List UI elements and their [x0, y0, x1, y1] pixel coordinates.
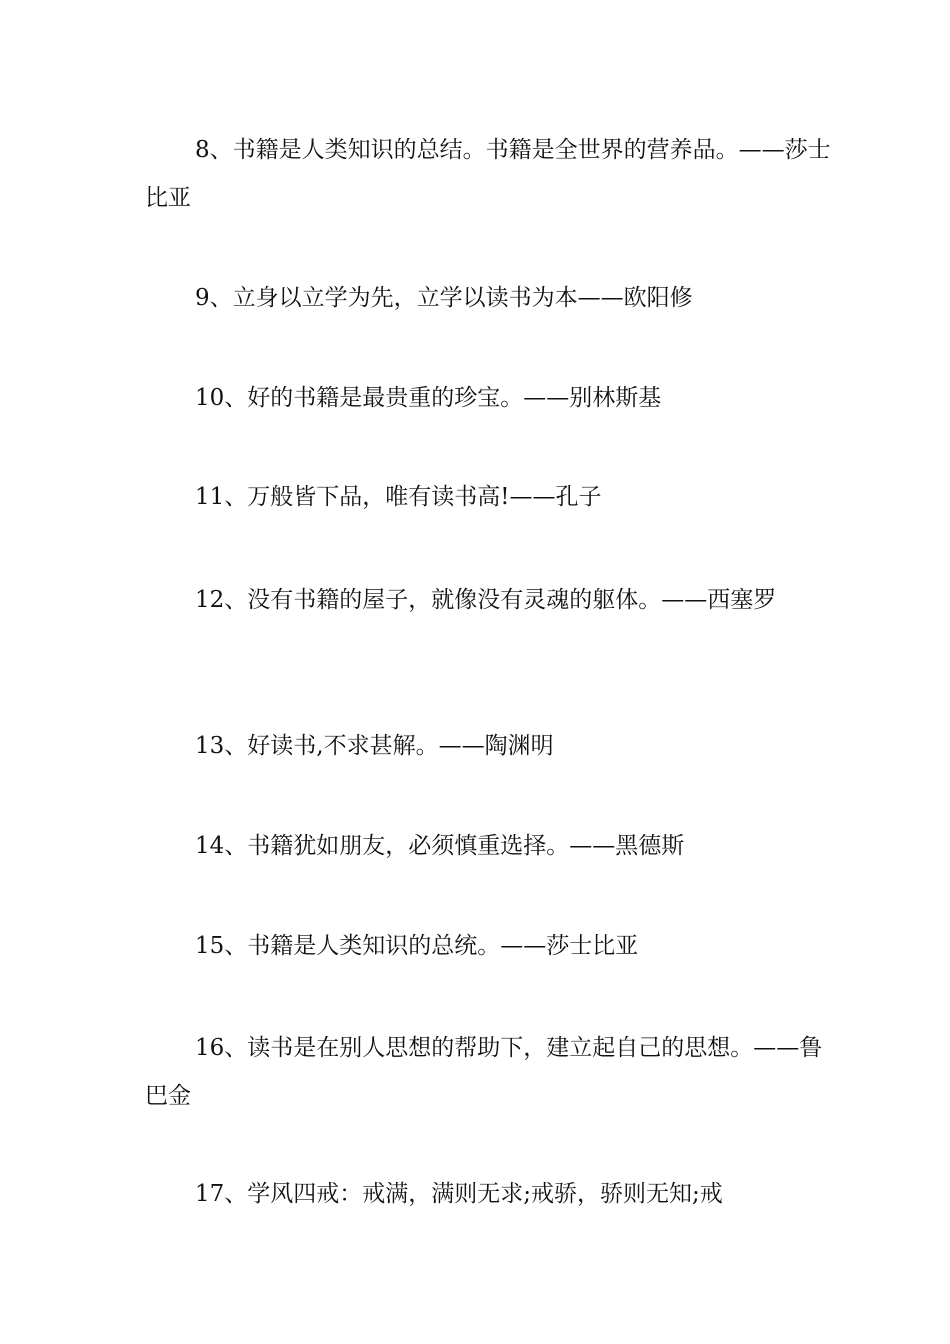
quote-10: 10、好的书籍是最贵重的珍宝。——别林斯基 — [195, 385, 662, 411]
quote-15: 15、书籍是人类知识的总统。——莎士比亚 — [195, 933, 639, 959]
quote-13: 13、好读书,不求甚解。——陶渊明 — [195, 733, 554, 759]
quote-12: 12、没有书籍的屋子，就像没有灵魂的躯体。——西塞罗 — [195, 587, 777, 613]
quote-16: 16、读书是在别人思想的帮助下，建立起自己的思想。——鲁巴金 — [145, 1035, 823, 1109]
quote-8: 8、书籍是人类知识的总结。书籍是全世界的营养品。——莎士比亚 — [145, 137, 831, 211]
quote-17: 17、学风四戒：戒满，满则无求;戒骄，骄则无知;戒 — [195, 1181, 723, 1207]
quote-9: 9、立身以立学为先，立学以读书为本——欧阳修 — [195, 285, 693, 311]
quote-14: 14、书籍犹如朋友，必须慎重选择。——黑德斯 — [195, 833, 685, 859]
quote-11: 11、万般皆下品，唯有读书高!——孔子 — [195, 484, 602, 510]
